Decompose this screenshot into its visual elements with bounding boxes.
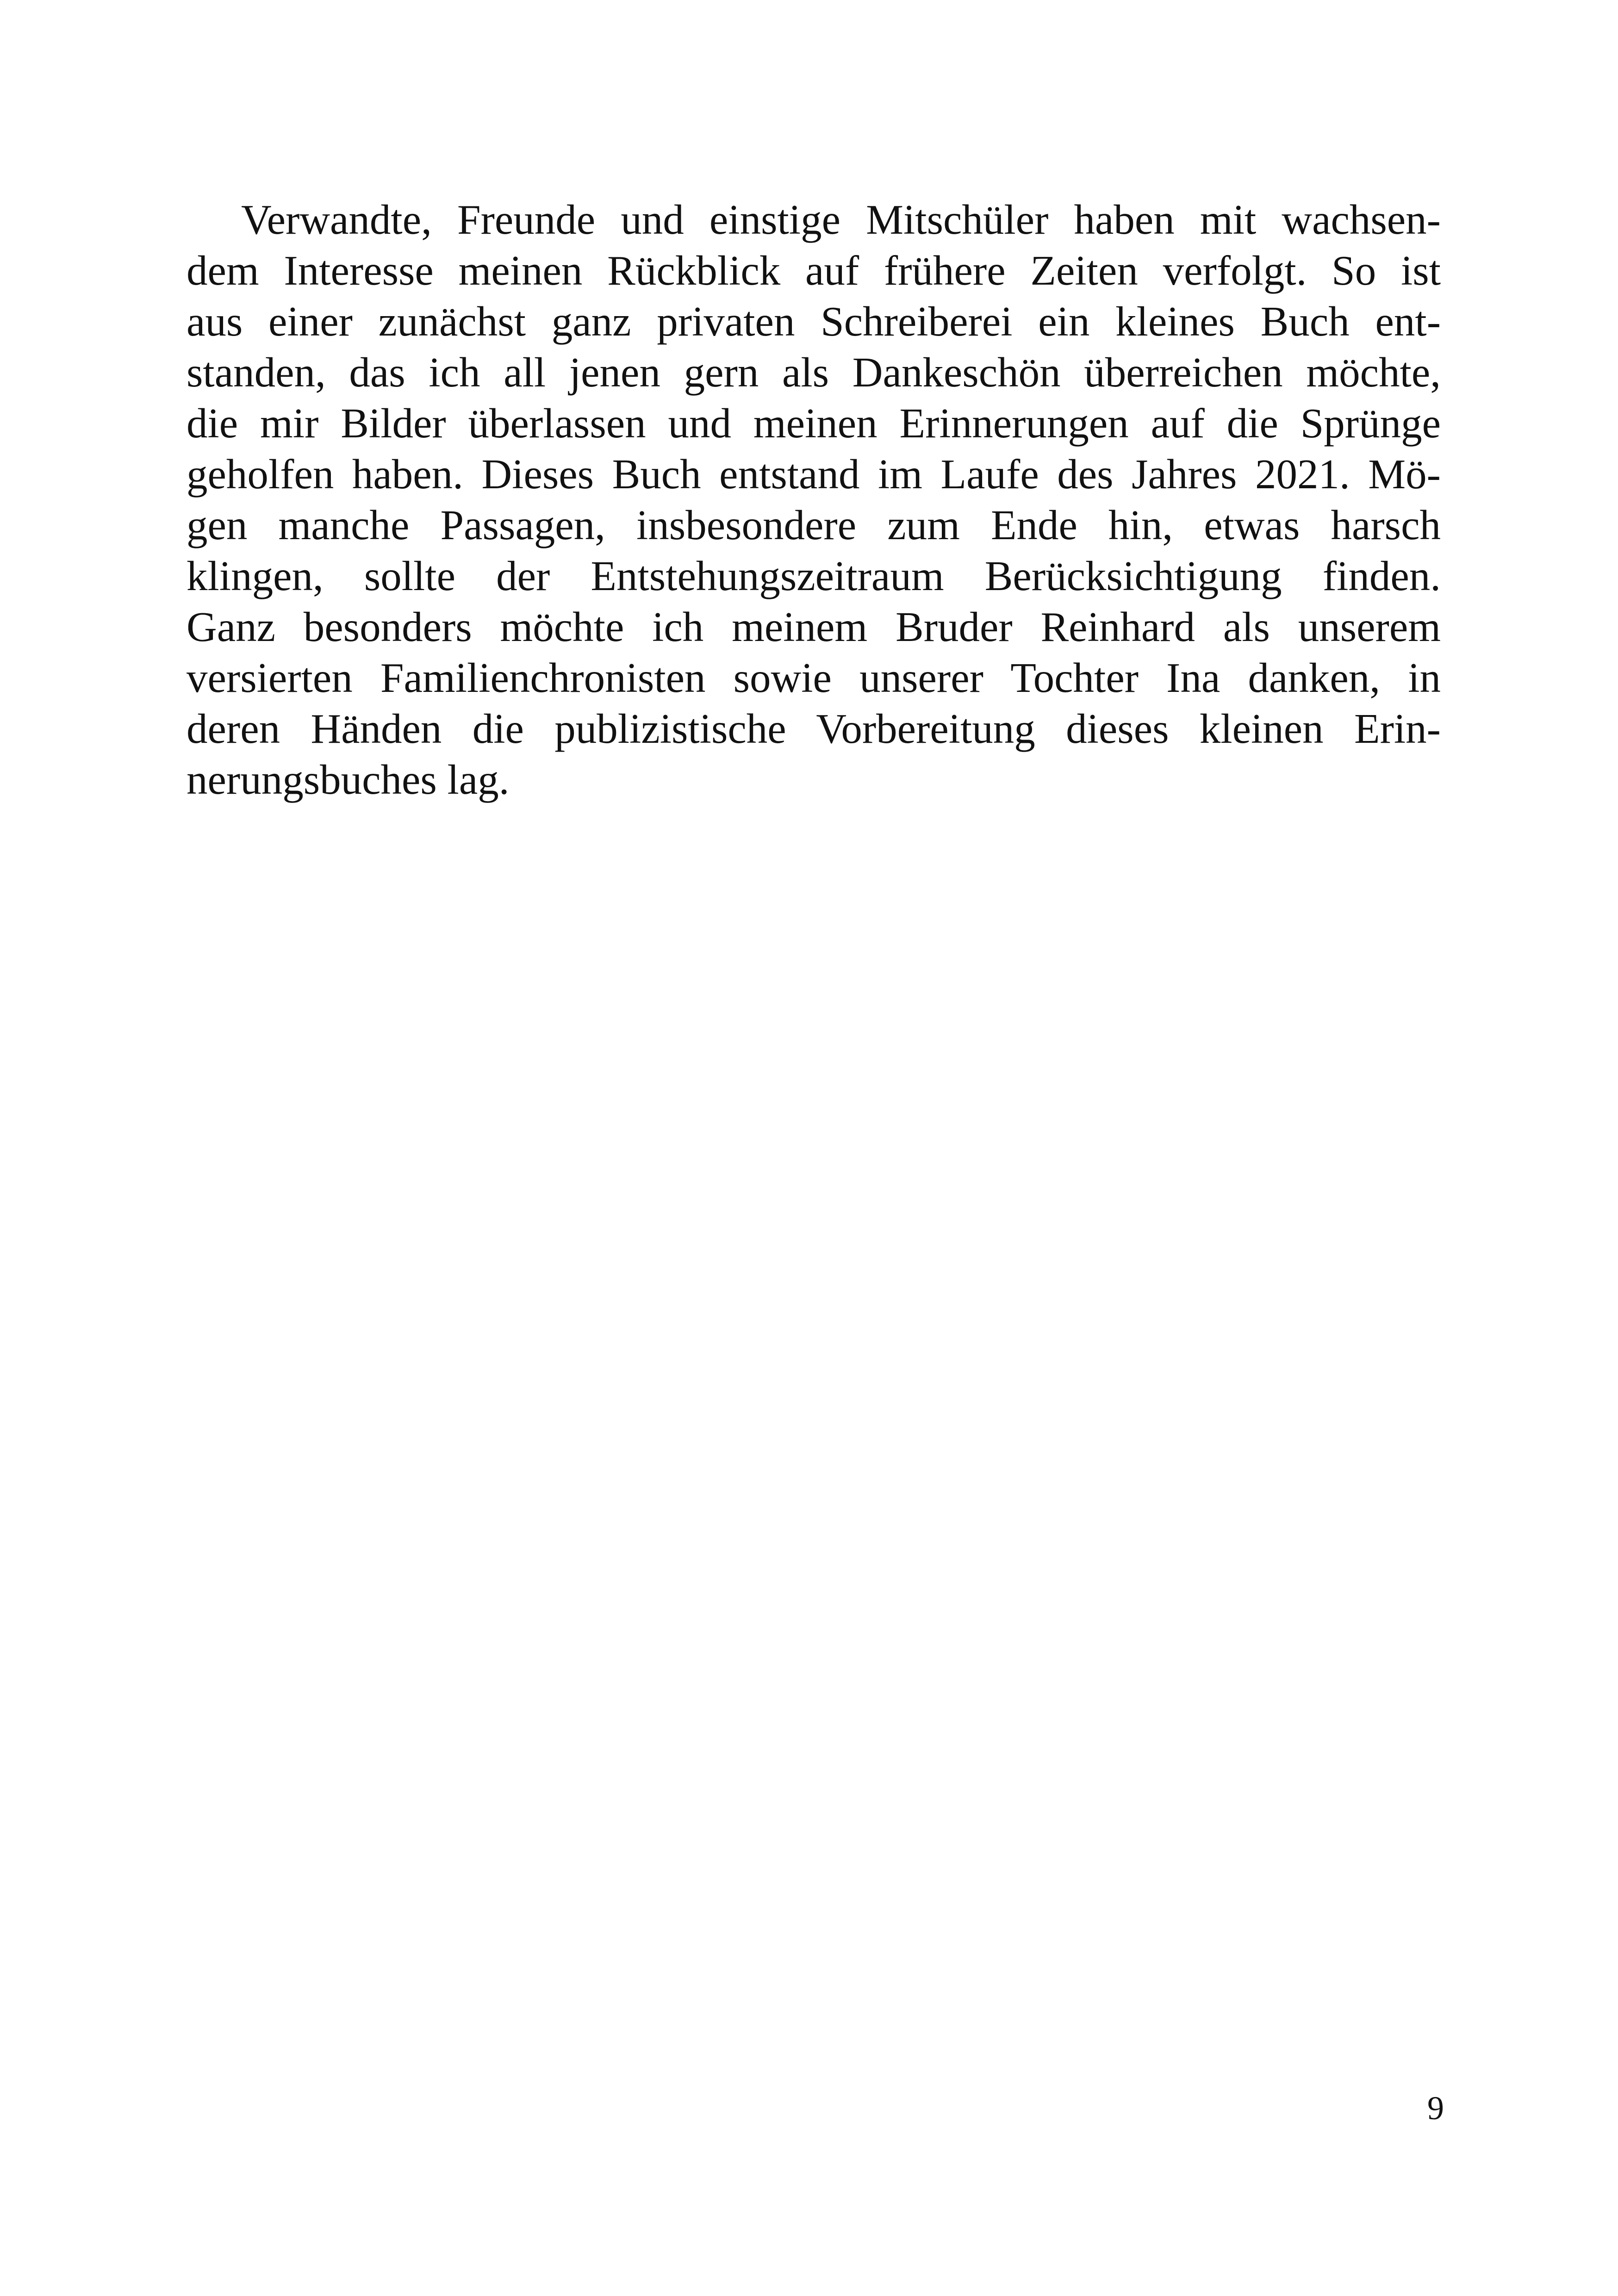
paragraph-line: deren Händen die publizistische Vorbereitung dieses kleinen Erin-: [187, 705, 1441, 752]
paragraph-line: gen manche Passagen, insbesondere zum Ende hin, etwas harsch: [187, 502, 1441, 548]
paragraph-line: Verwandte, Freunde und einstige Mitschüler haben mit wachsen-: [241, 196, 1441, 243]
paragraph-line: die mir Bilder überlassen und meinen Erinnerungen auf die Sprünge: [187, 400, 1441, 447]
paragraph-line: standen, das ich all jenen gern als Dankeschön überreichen möchte,: [187, 349, 1441, 396]
paragraph-line: aus einer zunächst ganz privaten Schreiberei ein kleines Buch ent-: [187, 298, 1441, 345]
paragraph-line: versierten Familienchronisten sowie unserer Tochter Ina danken, in: [187, 654, 1441, 701]
paragraph-line: geholfen haben. Dieses Buch entstand im Laufe des Jahres 2021. Mö-: [187, 451, 1441, 498]
page-number: 9: [1427, 2090, 1444, 2127]
paragraph-line: klingen, sollte der Entstehungszeitraum Berücksichtigung finden.: [187, 553, 1441, 599]
paragraph-line: nerungsbuches lag.: [187, 756, 510, 803]
paragraph-line: Ganz besonders möchte ich meinem Bruder Reinhard als unserem: [187, 604, 1441, 650]
body-paragraph: [187, 194, 1441, 805]
paragraph-line: dem Interesse meinen Rückblick auf frühere Zeiten verfolgt. So ist: [187, 247, 1441, 294]
